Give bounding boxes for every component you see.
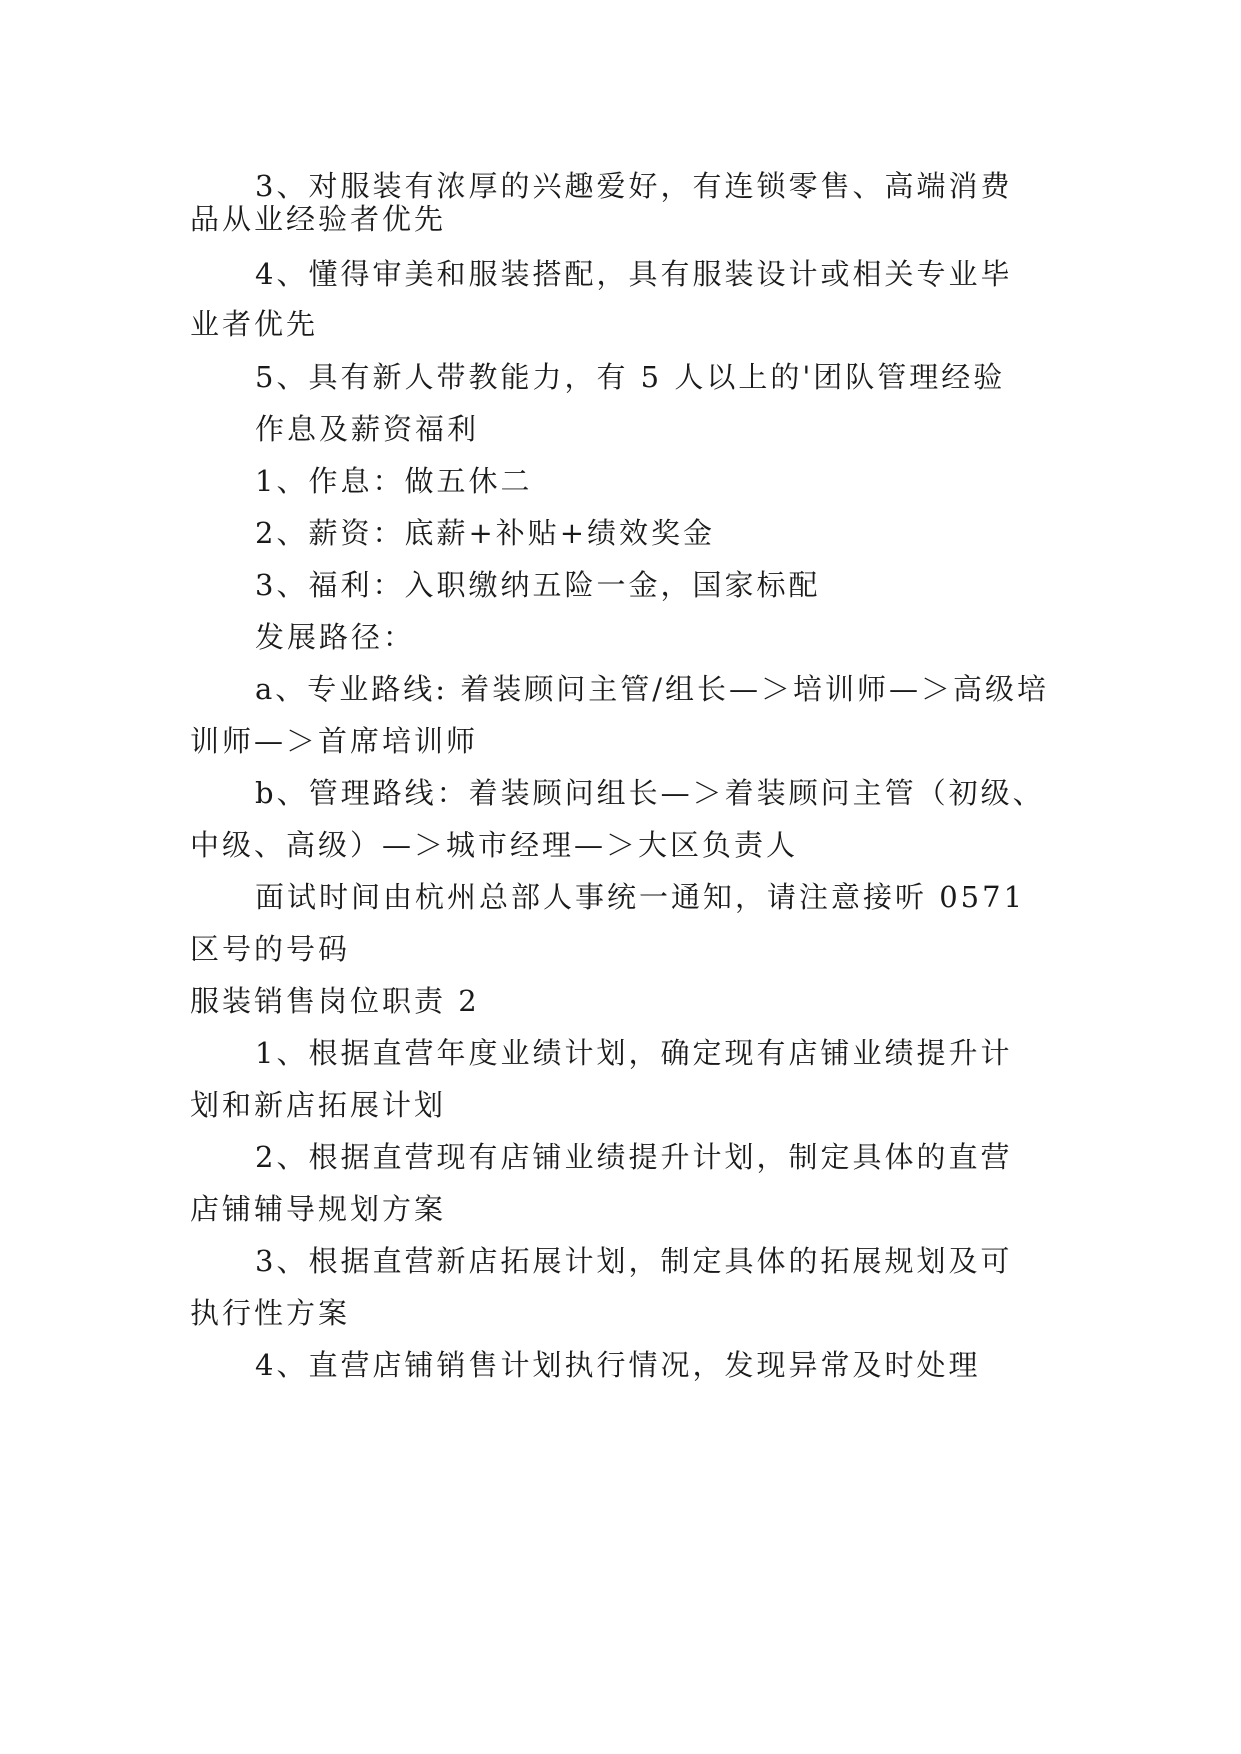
section-heading: 发展路径： [255, 620, 416, 654]
paragraph-line: 区号的号码 [190, 932, 351, 966]
paragraph-line: 划和新店拓展计划 [190, 1088, 447, 1122]
paragraph-line: 店铺辅导规划方案 [190, 1192, 447, 1226]
paragraph-line: b、管理路线：着装顾问组长—＞着装顾问主管（初级、 [255, 776, 1045, 810]
paragraph-line: 2、薪资：底薪+补贴+绩效奖金 [255, 516, 716, 550]
paragraph-line: a、专业路线: 着装顾问主管/组长—＞培训师—＞高级培 [255, 672, 1050, 706]
paragraph-line: 5、具有新人带教能力，有 5 人以上的'团队管理经验 [255, 360, 1006, 394]
paragraph-line: 品从业经验者优先 [190, 202, 447, 236]
paragraph-line: 中级、高级）—＞城市经理—＞大区负责人 [190, 828, 799, 862]
paragraph-line: 执行性方案 [190, 1296, 351, 1330]
paragraph-line: 3、对服装有浓厚的兴趣爱好，有连锁零售、高端消费 [255, 169, 1013, 203]
paragraph-line: 训师—＞首席培训师 [190, 724, 479, 758]
section-title: 服装销售岗位职责 2 [190, 984, 480, 1018]
section-heading: 作息及薪资福利 [255, 412, 480, 446]
paragraph-line: 2、根据直营现有店铺业绩提升计划，制定具体的直营 [255, 1140, 1013, 1174]
paragraph-line: 业者优先 [190, 307, 319, 341]
paragraph-line: 面试时间由杭州总部人事统一通知，请注意接听 0571 [255, 880, 1026, 914]
paragraph-line: 3、福利：入职缴纳五险一金，国家标配 [255, 568, 821, 602]
paragraph-line: 3、根据直营新店拓展计划，制定具体的拓展规划及可 [255, 1244, 1013, 1278]
paragraph-line: 1、作息：做五休二 [255, 464, 533, 498]
paragraph-line: 1、根据直营年度业绩计划，确定现有店铺业绩提升计 [255, 1036, 1013, 1070]
paragraph-line: 4、直营店铺销售计划执行情况，发现异常及时处理 [255, 1348, 981, 1382]
paragraph-line: 4、懂得审美和服装搭配，具有服装设计或相关专业毕 [255, 257, 1013, 291]
